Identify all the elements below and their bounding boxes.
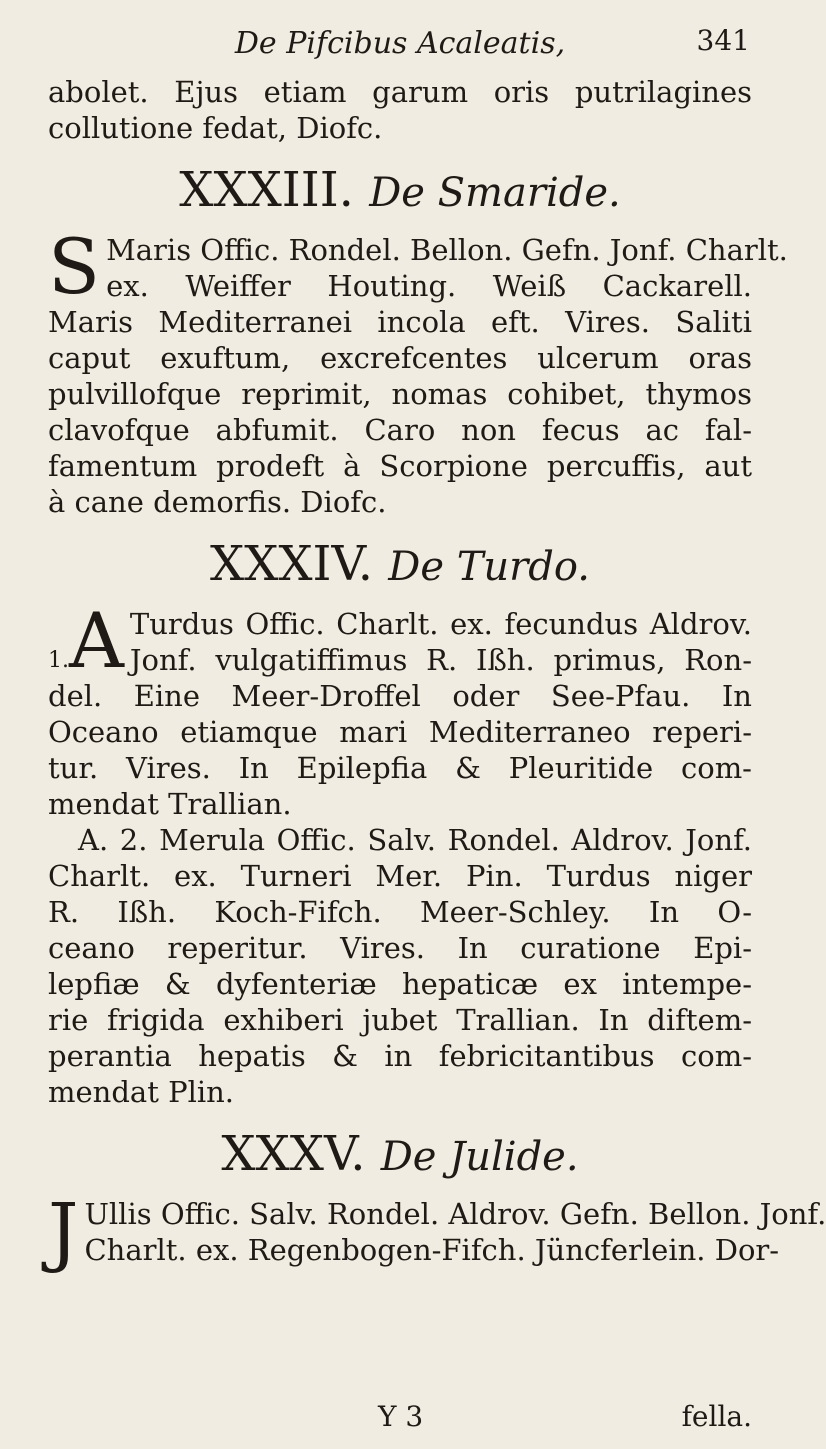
running-head bbox=[0, 24, 800, 64]
text-line: ceano reperitur. Vires. In curatione Epi- bbox=[48, 931, 752, 965]
page-number: 341 bbox=[696, 24, 750, 57]
text-line: Maris Offic. Rondel. Bellon. Gefn. Jonf. Charlt. bbox=[106, 233, 788, 267]
text-line: abolet. Ejus etiam garum oris putrilagines bbox=[48, 75, 752, 109]
paragraph-merula bbox=[48, 822, 752, 1110]
text-line: Ullis Offic. Salv. Rondel. Aldrov. Gefn. Bellon. Jonf. bbox=[84, 1197, 826, 1231]
section-title: De Turdo. bbox=[388, 544, 590, 590]
text-line: tur. Vires. In Epilepfia & Pleuritide com- bbox=[48, 751, 752, 785]
text-line: Maris Mediterranei incola eft. Vires. Saliti bbox=[48, 305, 752, 339]
text-line: Oceano etiamque mari Mediterraneo reperi- bbox=[48, 715, 752, 749]
section-heading-35 bbox=[48, 1124, 752, 1184]
text-line: clavofque abfumit. Caro non fecus ac fal- bbox=[48, 413, 752, 447]
paragraph-smaride bbox=[48, 222, 788, 520]
text-line: caput exuftum, excrefcentes ulcerum oras bbox=[48, 341, 752, 375]
text-line: mendat Trallian. bbox=[48, 787, 292, 821]
text-line: Charlt. ex. Regenbogen-Fifch. Jüncferlein. Dor- bbox=[84, 1233, 780, 1267]
text-line: lepfiæ & dyfenteriæ hepaticæ ex intempe- bbox=[48, 967, 752, 1001]
section-heading-33 bbox=[48, 160, 752, 220]
signature-mark: Y 3 bbox=[378, 1400, 424, 1433]
drop-cap bbox=[48, 596, 124, 685]
paragraph-julide bbox=[48, 1186, 826, 1275]
text-line: collutione fedat, Diofc. bbox=[48, 111, 383, 145]
text-line: ex. Weiffer Houting. Weiß Cackarell. bbox=[106, 269, 752, 303]
drop-cap: S bbox=[48, 222, 101, 311]
running-head-title: De Pifcibus Acaleatis, bbox=[234, 26, 566, 61]
item-number: 1. bbox=[48, 648, 69, 673]
text-line: Turdus Offic. Charlt. ex. fecundus Aldrov. bbox=[129, 607, 752, 641]
text-body bbox=[48, 74, 826, 1275]
text-line: perantia hepatis & in febricitantibus com- bbox=[48, 1039, 752, 1073]
text-line: famentum prodeft à Scorpione percuffis, aut bbox=[48, 449, 752, 483]
text-line: à cane demorfis. Diofc. bbox=[48, 485, 387, 519]
text-line: mendat Plin. bbox=[48, 1075, 235, 1109]
section-number: XXXIV. bbox=[210, 536, 374, 592]
section-title: De Smaride. bbox=[369, 170, 621, 216]
text-line: rie frigida exhiberi jubet Trallian. In diftem- bbox=[48, 1003, 752, 1037]
text-line: del. Eine Meer-Droffel oder See-Pfau. In bbox=[48, 679, 752, 713]
drop-cap: J bbox=[48, 1186, 79, 1275]
drop-cap-letter: A bbox=[69, 596, 124, 685]
text-line: A. 2. Merula Offic. Salv. Rondel. Aldrov. Jonf. bbox=[78, 823, 752, 857]
section-heading-34 bbox=[48, 534, 752, 594]
text-line: Charlt. ex. Turneri Mer. Pin. Turdus niger bbox=[48, 859, 752, 893]
paragraph-turdo bbox=[48, 596, 752, 822]
text-line: R. Ißh. Koch-Fifch. Meer-Schley. In O- bbox=[48, 895, 752, 929]
section-title: De Julide. bbox=[380, 1134, 579, 1180]
text-line: pulvillofque reprimit, nomas cohibet, thymos bbox=[48, 377, 752, 411]
catchword: fella. bbox=[681, 1400, 752, 1433]
section-number: XXXV. bbox=[221, 1126, 366, 1182]
section-number: XXXIII. bbox=[179, 162, 354, 218]
text-line: Jonf. vulgatiffimus R. Ißh. primus, Ron- bbox=[129, 643, 752, 677]
page-footer bbox=[48, 1400, 752, 1440]
